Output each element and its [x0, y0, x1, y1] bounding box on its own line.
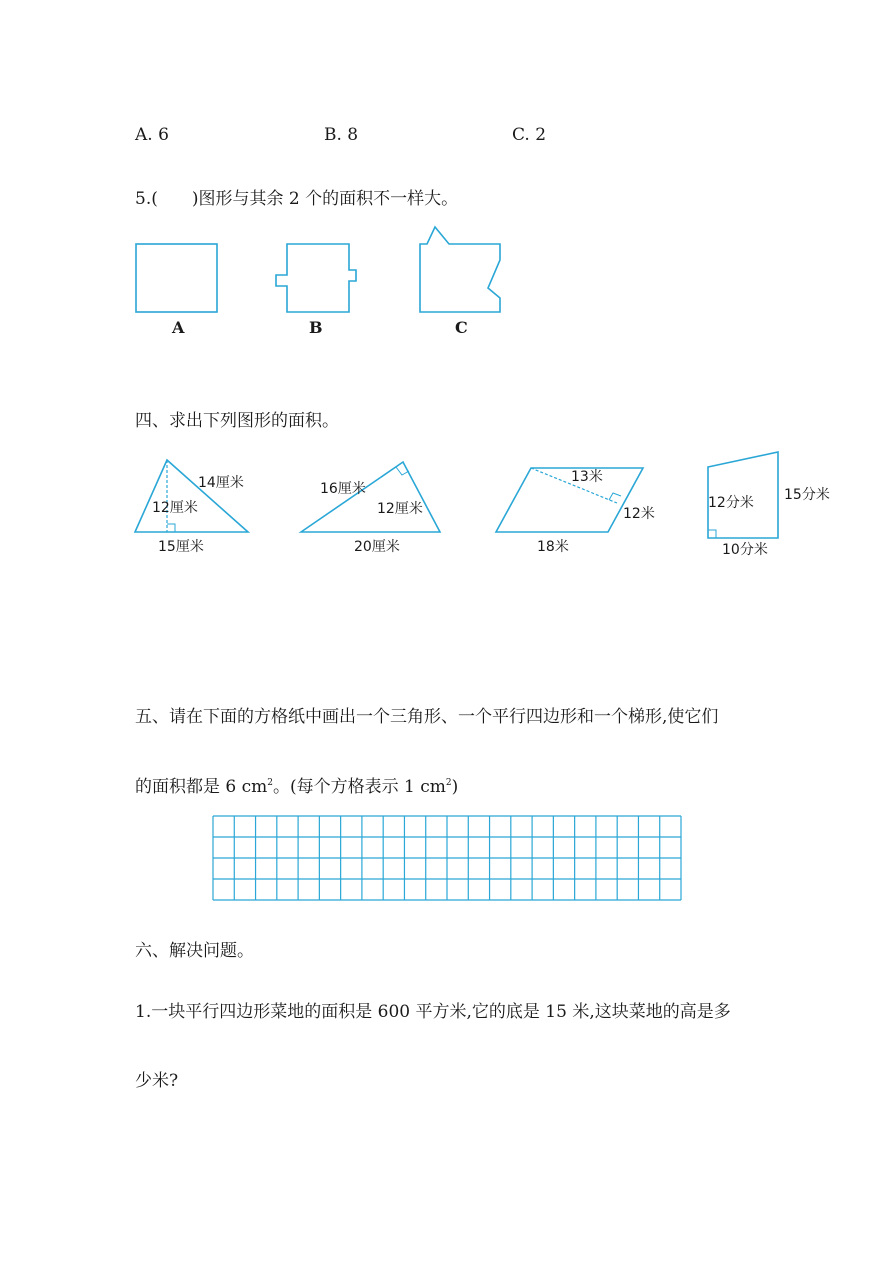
- shape-c: [420, 227, 500, 312]
- superscript-1: 2: [267, 778, 273, 788]
- fig1-height: 12厘米: [152, 500, 198, 516]
- fig1-side: 14厘米: [198, 475, 244, 491]
- shape-b: [276, 244, 356, 312]
- section6-q1-line2: 少米?: [135, 1071, 179, 1091]
- q5-figures: [120, 220, 520, 345]
- section5-text-b: 。(每个方格表示 1 cm: [273, 777, 446, 797]
- fig3-top: 13米: [571, 469, 603, 485]
- section5-text-c: ): [451, 777, 459, 797]
- section5-line1: 五、请在下面的方格纸中画出一个三角形、一个平行四边形和一个梯形,使它们: [135, 707, 719, 727]
- fig1-base: 15厘米: [158, 539, 204, 555]
- fig4-bottom: 10分米: [722, 542, 768, 558]
- superscript-2: 2: [445, 778, 452, 788]
- figure-trapezoid: [708, 452, 830, 558]
- label-a: A: [172, 318, 185, 337]
- figure-triangle-2: [301, 462, 440, 555]
- q5-text: 5.( )图形与其余 2 个的面积不一样大。: [135, 189, 459, 209]
- section6-title: 六、解决问题。: [135, 941, 254, 961]
- option-a: A. 6: [135, 125, 169, 145]
- square-grid[interactable]: [212, 815, 682, 901]
- shape-a: [136, 244, 217, 312]
- fig2-side: 16厘米: [320, 481, 366, 497]
- fig4-left: 12分米: [708, 495, 754, 511]
- section6-q1-line1: 1.一块平行四边形菜地的面积是 600 平方米,它的底是 15 米,这块菜地的高是多: [135, 1002, 731, 1022]
- section5-line2: [135, 772, 458, 797]
- option-c: C. 2: [512, 125, 547, 145]
- section4-title: 四、求出下列图形的面积。: [135, 411, 339, 431]
- fig2-height: 12厘米: [377, 501, 423, 517]
- label-b: B: [309, 318, 323, 337]
- label-c: C: [455, 318, 468, 337]
- fig3-base: 18米: [537, 539, 569, 555]
- option-b: B. 8: [324, 125, 359, 145]
- fig4-right: 15分米: [784, 487, 830, 503]
- section4-figures: [120, 440, 840, 570]
- fig2-base: 20厘米: [354, 539, 400, 555]
- figure-parallelogram: [496, 468, 655, 555]
- fig3-height: 12米: [623, 506, 655, 522]
- figure-triangle-1: [135, 460, 248, 555]
- section5-text-a: 的面积都是 6 cm: [135, 777, 268, 797]
